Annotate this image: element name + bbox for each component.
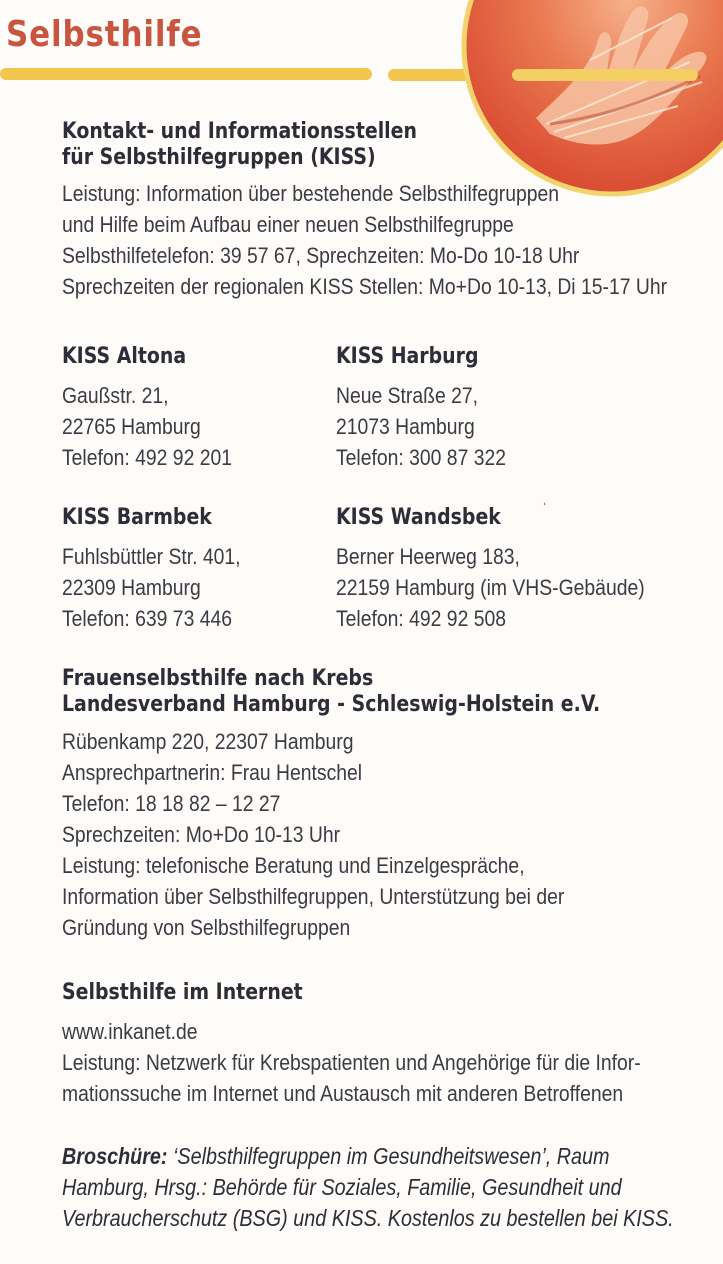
decorative-stripe [0,68,372,80]
frauen-section [62,666,688,943]
office-address: Gaußstr. 21, 22765 Hamburg Telefon: 492 92 201 [62,383,232,470]
brochure-note [62,1141,723,1234]
office-name: KISS Altona [62,344,187,369]
section-heading: Selbsthilfe im Internet [62,980,303,1005]
office-harburg [336,344,534,473]
brochure-text: Broschüre: ‘Selbsthilfegruppen im Gesundheitswesen’, Raum Hamburg, Hrsg.: Behörde für Soziales, Familie, Gesundheit und Verbraucherschutz (BSG) und KISS. Kostenlos zu bestellen bei KISS. [62,1143,674,1231]
office-barmbek [62,505,270,634]
section-heading: Frauenselbsthilfe nach Krebs Landesverband Hamburg - Schleswig-Holstein e.V. [62,666,601,717]
print-speck: ˈ [542,500,547,516]
section-body: Rübenkamp 220, 22307 Hamburg Ansprechpartnerin: Frau Hentschel Telefon: 18 18 82 – 12 27 Sprechzeiten: Mo+Do 10-13 Uhr Leistung: telefonische Beratung und Einzelgespräche, Information über Selbsthilfegruppen, Unterstützung bei der Gründung von Selbsthilfegruppen [62,729,565,940]
website-link[interactable]: www.inkanet.de [62,1019,198,1044]
office-name: KISS Harburg [336,344,479,369]
brochure-label: Broschüre: [62,1143,168,1169]
decorative-stripe [512,69,698,81]
office-name: KISS Barmbek [62,505,212,530]
office-address: Berner Heerweg 183, 22159 Hamburg (im VHS-Gebäude) Telefon: 492 92 508 [336,544,645,631]
internet-section [62,980,723,1109]
section-body: www.inkanet.de Leistung: Netzwerk für Krebspatienten und Angehörige für die Infor- mationssuche im Internet und Austausch mit anderen Betroffenen [62,1016,641,1109]
section-body: Leistung: Information über bestehende Selbsthilfegruppen und Hilfe beim Aufbau einer neuen Selbsthilfegruppe Selbsthilfetelefon: 39 57 67, Sprechzeiten: Mo-Do 10-18 Uhr Sprechzeiten der regionalen KISS Stellen: Mo+Do 10-13, Di 15-17 Uhr [62,181,668,299]
office-altona [62,344,260,473]
page-title: Selbsthilfe [6,14,203,55]
office-address: Neue Straße 27, 21073 Hamburg Telefon: 300 87 322 [336,383,506,470]
office-address: Fuhlsbüttler Str. 401, 22309 Hamburg Telefon: 639 73 446 [62,544,241,631]
office-name: KISS Wandsbek [336,505,501,530]
section-heading: Kontakt- und Informationsstellen für Selbsthilfegruppen (KISS) [62,119,417,170]
kiss-section [62,119,723,302]
office-wandsbek [336,505,695,634]
